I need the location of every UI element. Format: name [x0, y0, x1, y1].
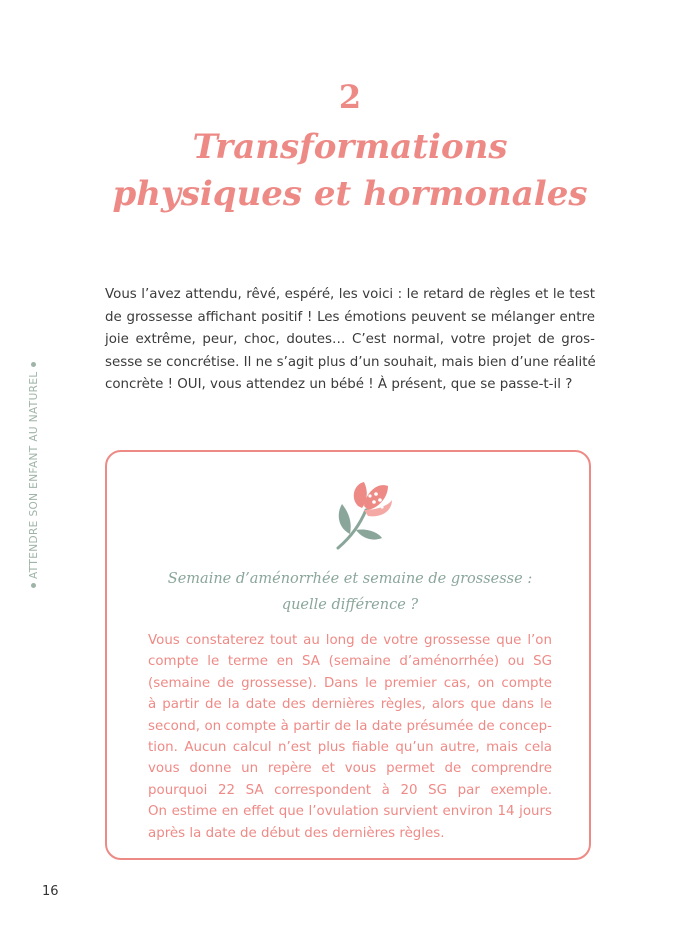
- chapter-title-line: physiques et hormonales: [112, 174, 588, 214]
- box-title: [120, 566, 580, 618]
- box-line: pourquoi 22 SA correspondent à 20 SG par exemple.: [148, 782, 552, 798]
- box-line: tion. Aucun calcul n’est plus fiable qu’un autre, mais cela: [148, 740, 552, 756]
- intro-line: Vous l’avez attendu, rêvé, espéré, les voici : le retard de règles et le test: [105, 287, 595, 302]
- box-line: (semaine de grossesse). Dans le premier cas, on compte: [148, 675, 552, 691]
- bullet-dot: [32, 362, 37, 367]
- box-line: compte le terme en SA (semaine d’aménorrhée) ou SG: [148, 654, 552, 670]
- side-running-header: [26, 350, 42, 600]
- box-body: [148, 630, 552, 844]
- box-line: On estime en effet que l’ovulation survient environ 14 jours: [148, 804, 552, 820]
- chapter-title-line: Transformations: [192, 127, 508, 167]
- side-label-text: ATTENDRE SON ENFANT AU NATUREL: [28, 371, 40, 579]
- flower-icon: [328, 476, 396, 552]
- box-title-line: Semaine d’aménorrhée et semaine de grossesse :: [167, 571, 533, 587]
- intro-line: sesse se concrétise. Il ne s’agit plus d’un souhait, mais bien d’une réalité: [105, 354, 596, 370]
- box-line: à partir de la date des dernières règles, alors que dans le: [148, 697, 552, 713]
- chapter-number: 2: [338, 78, 362, 116]
- box-line: vous donne un repère et vous permet de comprendre: [148, 761, 552, 777]
- box-line: second, on compte à partir de la date présumée de concep-: [148, 718, 552, 734]
- bullet-dot: [32, 583, 37, 588]
- intro-paragraph: [105, 284, 595, 397]
- intro-line: de grossesse affichant positif ! Les émotions peuvent se mélanger entre: [105, 309, 595, 325]
- chapter-title: [60, 124, 640, 218]
- intro-line: joie extrême, peur, choc, doutes… C’est normal, votre projet de gros-: [105, 332, 595, 347]
- box-line: après la date de début des dernières règles.: [148, 825, 445, 841]
- page-number: 16: [42, 884, 59, 899]
- box-title-line: quelle différence ?: [281, 597, 419, 613]
- box-line: Vous constaterez tout au long de votre grossesse que l’on: [148, 633, 552, 648]
- intro-line: concrète ! OUI, vous attendez un bébé ! À présent, que se passe-t-il ?: [105, 377, 573, 392]
